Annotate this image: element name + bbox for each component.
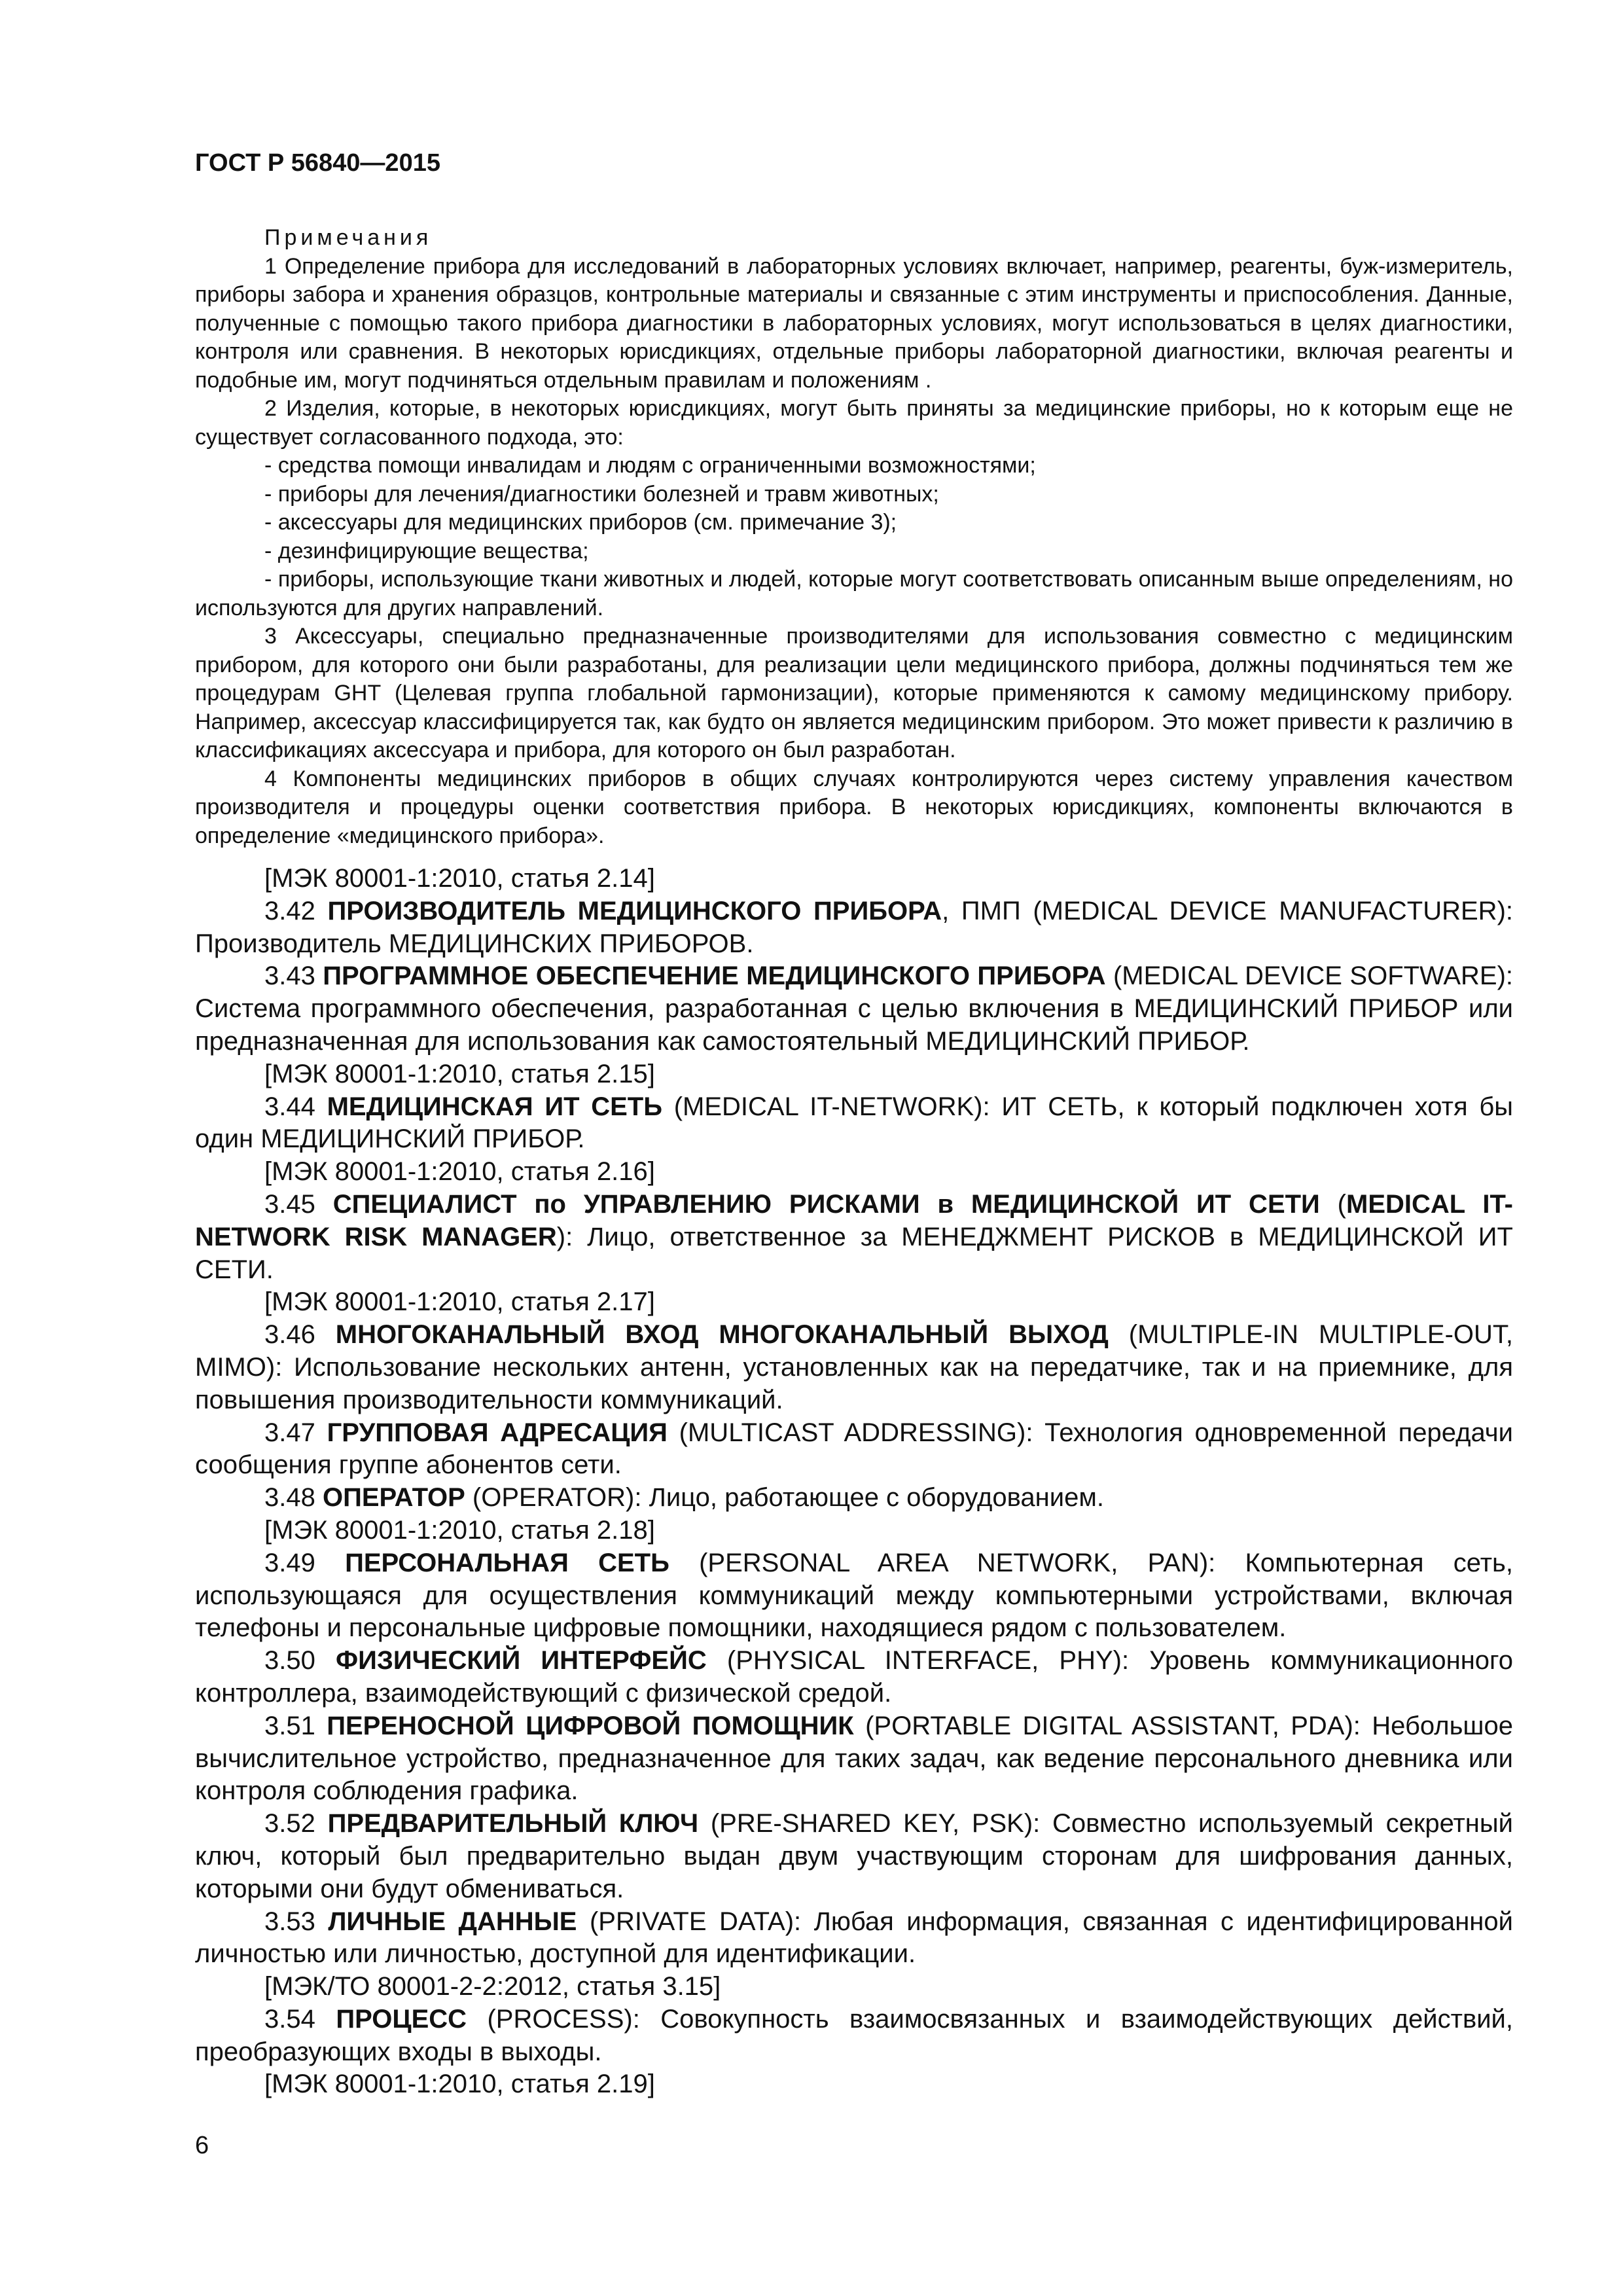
term-english-title: MEDICAL IT-NETWORK RISK MANAGER — [195, 1189, 1514, 1251]
term-number: 3.50 — [264, 1646, 336, 1676]
term-definition: (PERSONAL AREA NETWORK, PAN): Компьютерная сеть, использующаяся для осуществления коммуникаций между компьютерными устройствами, включая телефоны и персональные цифровые помощники, находящиеся рядом с пользователем. — [195, 1548, 1513, 1643]
term-number: 3.53 — [264, 1907, 329, 1936]
term-definition: (MULTIPLE-IN MULTIPLE-OUT, MIMO): Использование нескольких антенн, установленных как на передатчике, так и на приемнике, для повышения производительности коммуникаций. — [195, 1320, 1514, 1414]
term-number: 3.45 — [264, 1189, 333, 1219]
term-title: ПРОИЗВОДИТЕЛЬ МЕДИЦИНСКОГО ПРИБОРА — [327, 896, 942, 925]
terms-block — [195, 863, 1513, 2101]
term-number: 3.49 — [264, 1548, 346, 1577]
term-3-52 — [195, 1808, 1513, 1905]
term-3-45 — [195, 1189, 1513, 1286]
term-definition: (PHYSICAL INTERFACE, PHY): Уровень коммуникационного контроллера, взаимодействующий с физической средой. — [195, 1646, 1514, 1708]
term-definition: (MULTICAST ADDRESSING): Технология одновременной передачи сообщения группе абонентов сети. — [195, 1418, 1513, 1480]
term-title: МЕДИЦИНСКАЯ ИТ СЕТЬ — [327, 1092, 662, 1121]
term-title: ЛИЧНЫЕ ДАННЫЕ — [328, 1907, 577, 1936]
term-definition: ): Лицо, ответственное за МЕНЕДЖМЕНТ РИСКОВ в МЕДИЦИНСКОЙ ИТ СЕТИ. — [195, 1222, 1513, 1284]
note-3: 3 Аксессуары, специально предназначенные производителями для использования совместно с медицинским прибором, для которого они были разработаны, для реализации цели медицинского прибора, должны подчиняться тем же процедурам GHT (Целевая группа глобальной гармонизации), которые применяются к самому медицинскому прибору. Например, аксессуар классифицируется так, как будто он является медицинским прибором. Это может привести к различию в классификациях аксессуара и прибора, для которого он был разработан. — [195, 624, 1513, 762]
term-definition: (MEDICAL IT-NETWORK): ИТ СЕТЬ, к который подключен хотя бы один МЕДИЦИНСКИЙ ПРИБОР. — [195, 1092, 1513, 1154]
term-paren: ( — [1319, 1189, 1346, 1219]
term-3-46 — [195, 1319, 1513, 1416]
reference: [МЭК/ТО 80001-2-2:2012, статья 3.15] — [264, 1972, 721, 2001]
term-3-53 — [195, 1906, 1513, 1971]
term-number: 3.44 — [264, 1092, 327, 1121]
term-number: 3.51 — [264, 1711, 327, 1740]
term-3-51 — [195, 1710, 1513, 1808]
term-3-43 — [195, 960, 1513, 1058]
term-3-54 — [195, 2003, 1513, 2069]
term-3-48 — [195, 1482, 1513, 1515]
note-2-item: - приборы, использующие ткани животных и людей, которые могут соответствовать описанным выше определениям, но используются для других направлений. — [195, 567, 1513, 620]
term-number: 3.52 — [264, 1809, 328, 1839]
term-title: ПЕРСОНАЛЬНАЯ СЕТЬ — [345, 1548, 669, 1577]
term-definition: (PRE-SHARED KEY, PSK): Совместно используемый секретный ключ, который был предварительно выдан двум участвующим сторонам для шифрования данных, которыми они будут обмениваться. — [195, 1809, 1513, 1903]
term-number: 3.43 — [264, 961, 323, 991]
term-number: 3.48 — [264, 1483, 323, 1513]
term-title: МНОГОКАНАЛЬНЫЙ ВХОД МНОГОКАНАЛЬНЫЙ ВЫХОД — [335, 1320, 1109, 1350]
term-3-42 — [195, 895, 1513, 961]
reference: [МЭК 80001-1:2010, статья 2.18] — [264, 1515, 655, 1545]
term-title: ПРЕДВАРИТЕЛЬНЫЙ КЛЮЧ — [327, 1809, 699, 1839]
notes-title: Примечания — [264, 225, 433, 250]
term-definition: (PORTABLE DIGITAL ASSISTANT, PDA): Небольшое вычислительное устройство, предназначенное для таких задач, как ведение персонального дневника или контроля соблюдения графика. — [195, 1711, 1513, 1806]
reference: [МЭК 80001-1:2010, статья 2.16] — [264, 1157, 655, 1187]
reference: [МЭК 80001-1:2010, статья 2.14] — [264, 864, 655, 893]
reference: [МЭК 80001-1:2010, статья 2.15] — [264, 1059, 655, 1088]
term-definition: (OPERATOR): Лицо, работающее с оборудованием. — [465, 1483, 1104, 1513]
term-3-47 — [195, 1417, 1513, 1482]
term-title: ФИЗИЧЕСКИЙ ИНТЕРФЕЙС — [335, 1646, 707, 1676]
term-3-50 — [195, 1645, 1513, 1710]
note-1: 1 Определение прибора для исследований в лабораторных условиях включает, например, реагенты, буж-измеритель, приборы забора и хранения образцов, контрольные материалы и связанные с этим инструменты и приспособления. Данные, полученные с помощью такого прибора диагностики в лабораторных условиях, могут использоваться в целях диагностики, контроля или сравнения. В некоторых юрисдикциях, отдельные приборы лабораторной диагностики, включая реагенты и подобные им, могут подчиняться отдельным правилам и положениям . — [195, 253, 1513, 393]
reference: [МЭК 80001-1:2010, статья 2.19] — [264, 2070, 655, 2099]
term-title: ПЕРЕНОСНОЙ ЦИФРОВОЙ ПОМОЩНИК — [327, 1711, 854, 1740]
reference: [МЭК 80001-1:2010, статья 2.17] — [264, 1287, 655, 1317]
term-number: 3.42 — [264, 896, 328, 925]
note-4: 4 Компоненты медицинских приборов в общих случаях контролируются через систему управления качеством производителя и процедуры оценки соответствия прибора. В некоторых юрисдикциях, компоненты включаются в определение «медицинского прибора». — [195, 766, 1513, 848]
note-2-item: - средства помощи инвалидам и людям с ограниченными возможностями; — [264, 453, 1036, 478]
term-3-44 — [195, 1091, 1513, 1157]
document-header: ГОСТ Р 56840—2015 — [195, 149, 440, 177]
term-title: ПРОЦЕСС — [336, 2004, 467, 2034]
term-number: 3.47 — [264, 1418, 327, 1447]
term-number: 3.46 — [264, 1320, 336, 1350]
term-definition: , ПМП (MEDICAL DEVICE MANUFACTURER): Производитель МЕДИЦИНСКИХ ПРИБОРОВ. — [195, 896, 1513, 958]
term-3-49 — [195, 1547, 1513, 1645]
term-title: ОПЕРАТОР — [322, 1483, 465, 1513]
term-title: СПЕЦИАЛИСТ по УПРАВЛЕНИЮ РИСКАМИ в МЕДИЦИНСКОЙ ИТ СЕТИ — [332, 1189, 1320, 1219]
page-number: 6 — [195, 2132, 209, 2159]
note-2-item: - приборы для лечения/диагностики болезней и травм животных; — [264, 481, 939, 507]
note-2-item: - аксессуары для медицинских приборов (см. примечание 3); — [264, 510, 897, 535]
notes-block — [195, 224, 1513, 850]
note-2-item: - дезинфицирующие вещества; — [264, 538, 589, 564]
term-definition: (MEDICAL DEVICE SOFTWARE): Система программного обеспечения, разработанная с целью включения в МЕДИЦИНСКИЙ ПРИБОР или предназначенная для использования как самостоятельный МЕДИЦИНСКИЙ ПРИБОР. — [195, 961, 1514, 1056]
term-definition: (PRIVATE DATA): Любая информация, связанная с идентифицированной личностью или личностью, доступной для идентификации. — [195, 1907, 1513, 1969]
term-title: ГРУППОВАЯ АДРЕСАЦИЯ — [327, 1418, 668, 1447]
term-title: ПРОГРАММНОЕ ОБЕСПЕЧЕНИЕ МЕДИЦИНСКОГО ПРИБОРА — [323, 961, 1106, 991]
term-definition: (PROCESS): Совокупность взаимосвязанных и взаимодействующих действий, преобразующих входы в выходы. — [195, 2004, 1513, 2066]
term-number: 3.54 — [264, 2004, 336, 2034]
note-2: 2 Изделия, которые, в некоторых юрисдикциях, могут быть приняты за медицинские приборы, но к которым еще не существует согласованного подхода, это: — [195, 396, 1513, 450]
